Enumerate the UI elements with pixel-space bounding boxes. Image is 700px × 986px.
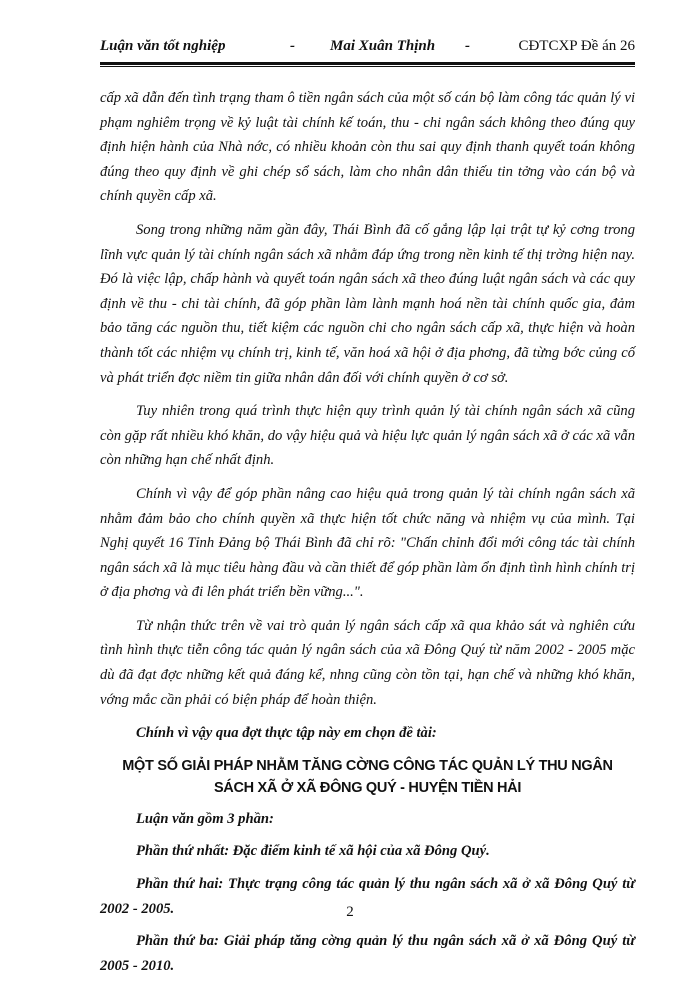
body-paragraph: Chính vì vậy qua đợt thực tập này em chọn đề tài: <box>136 725 437 742</box>
thesis-outline <box>100 807 635 979</box>
body-paragraph: Chính vì vậy để góp phần nâng cao hiệu quả trong quản lý tài chính ngân sách xã nhằm đảm bảo cho chính quyền xã thực hiện tốt chức năng và nhiệm vụ của mình. Tại Nghị quyết 16 Tỉnh Đảng bộ Thái Bình đã chỉ rõ: "Chấn chỉnh đổi mới công tác tài chính ngân sách xã là mục tiêu hàng đầu và cần thiết để góp phần làm ổn định tình hình chính trị ở địa phơng và đi lên phát triển bền vững...". <box>100 485 635 601</box>
outline-item: Phần thứ ba: Giải pháp tăng cờng quản lý thu ngân sách xã ở xã Đông Quý từ 2005 - 2010. <box>100 933 635 974</box>
thesis-title <box>100 755 635 799</box>
outline-item: Phần thứ hai: Thực trạng công tác quản lý thu ngân sách xã ở xã Đông Quý từ 2002 - 2005. <box>100 876 635 917</box>
header-separator: - <box>290 38 295 54</box>
header-separator: - <box>465 38 470 54</box>
header-rule <box>100 62 635 65</box>
body-paragraph: cấp xã dẫn đến tình trạng tham ô tiền ngân sách của một số cán bộ làm công tác quản lý vi phạm nghiêm trọng về kỷ luật tài chính kế toán, thu - chi ngân sách không theo đúng quy định hiện hành của Nhà nớc, có nhiều khoản còn thu sai quy định thanh quyết toán không đúng theo quy định về ghi chép sổ sách, làm cho nhân dân thiếu tin tởng vào cán bộ và chính quyền cấp xã. <box>100 90 635 205</box>
header-rule-thin <box>100 66 635 67</box>
body-paragraph: Từ nhận thức trên về vai trò quản lý ngân sách cấp xã qua khảo sát và nghiên cứu tình hình thực tiễn công tác quản lý ngân sách của xã Đông Quý từ năm 2002 - 2005 mặc dù đã đạt đợc những kết quả đáng kể, nhng cũng còn tồn tại, hạn chế và những khó khăn, vớng mắc cần phải có biện pháp để hoàn thiện. <box>100 617 635 708</box>
outline-item: Phần thứ nhất: Đặc điểm kinh tế xã hội của xã Đông Quý. <box>136 843 490 860</box>
thesis-title-line: SÁCH XÃ Ở XÃ ĐÔNG QUÝ - HUYỆN TIỀN HẢI <box>213 779 522 796</box>
page-header <box>100 36 635 58</box>
body-paragraph: Song trong những năm gần đây, Thái Bình đã cố gắng lập lại trật tự kỷ cơng trong lĩnh vực quản lý tài chính ngân sách xã nhằm đáp ứng trong nền kinh tế thị trờng hiện nay. Đó là việc lập, chấp hành và quyết toán ngân sách xã theo đúng luật ngân sách và các quy định về thu - chi tài chính, đã góp phần làm lành mạnh hoá nền tài chính quốc gia, đảm bảo tăng các nguồn thu, tiết kiệm các nguồn chi cho ngân sách cấp xã, thực hiện và hoàn thành tốt các nhiệm vụ chính trị, kinh tế, văn hoá xã hội ở địa phơng, đã từng bớc củng cố và phát triển đợc niềm tin giữa nhân dân đối với chính quyền ở cơ sở. <box>100 221 635 386</box>
thesis-title-line: MỘT SỐ GIẢI PHÁP NHẰM TĂNG CỜNG CÔNG TÁC QUẢN LÝ THU NGÂN <box>122 757 613 774</box>
page-body <box>100 86 635 986</box>
header-author: Mai Xuân Thịnh <box>330 38 436 54</box>
outline-item: Luận văn gồm 3 phần: <box>136 810 274 827</box>
header-code: CĐTCXP Đề án 26 <box>518 38 635 54</box>
header-title: Luận văn tốt nghiệp <box>100 38 226 54</box>
page-number: 2 <box>346 904 354 920</box>
body-paragraph: Tuy nhiên trong quá trình thực hiện quy trình quản lý tài chính ngân sách xã cũng còn gặp rất nhiều khó khăn, do vậy hiệu quả và hiệu lực quản lý ngân sách xã ở các xã vẫn còn những hạn chế nhất định. <box>100 403 635 469</box>
